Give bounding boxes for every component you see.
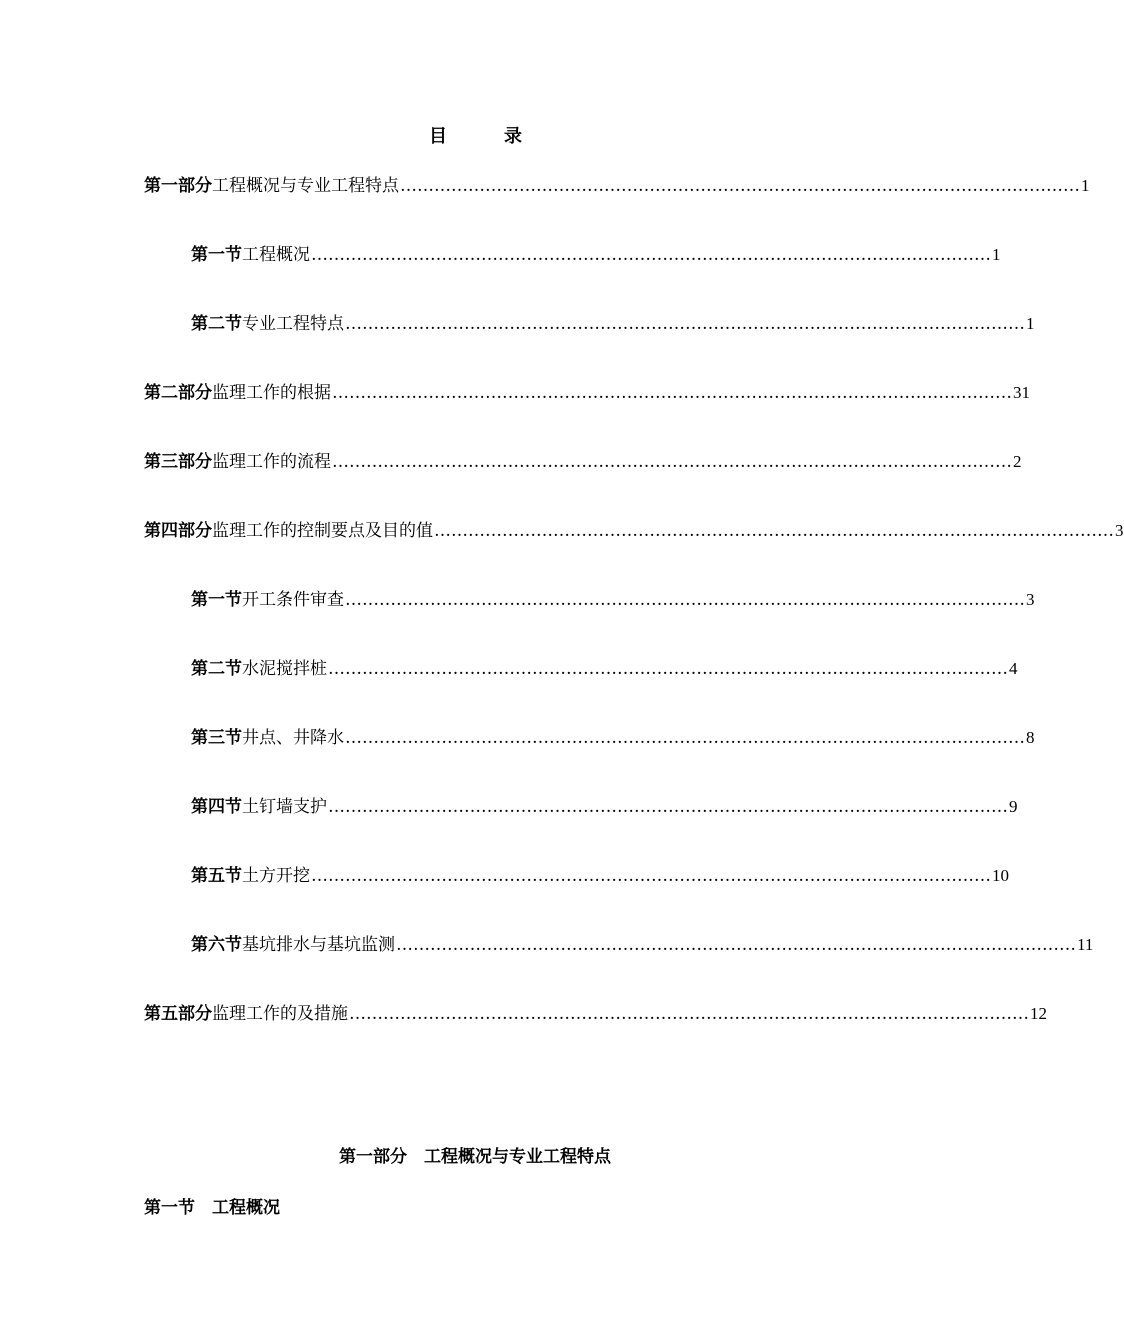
toc-entry-page: 9 <box>1009 797 1018 816</box>
toc-entry-label: 第四部分 <box>144 521 212 541</box>
toc-entry-title: 土钉墙支护 <box>242 797 327 817</box>
toc-entry-part-4-section-4[interactable] <box>191 793 1018 821</box>
toc-entry-title: 基坑排水与基坑监测 <box>242 935 395 955</box>
toc-entry-label: 第三部分 <box>144 452 212 472</box>
toc-entry-page: 3 <box>1115 521 1124 540</box>
toc-entry-part-4-section-6[interactable] <box>191 931 1094 959</box>
toc-entry-part-4[interactable] <box>144 517 1124 545</box>
toc-entry-leader: ………………………………………………………………………………………………………… <box>332 452 1012 472</box>
toc-entry-label: 第二节 <box>191 659 242 679</box>
toc-entry-label: 第一部分 <box>144 176 212 196</box>
toc-entry-page: 1 <box>1026 314 1035 333</box>
toc-entry-part-4-section-5[interactable] <box>191 862 1009 890</box>
toc-entry-part-1[interactable] <box>144 172 1090 200</box>
toc-entry-part-4-section-2[interactable] <box>191 655 1018 683</box>
toc-entry-label: 第二部分 <box>144 383 212 403</box>
toc-entry-title: 监理工作的控制要点及目的值 <box>212 521 433 541</box>
toc-entry-page: 1 <box>1081 176 1090 195</box>
toc-entry-leader: ………………………………………………………………………………………………………… <box>328 659 1008 679</box>
toc-entry-title: 监理工作的流程 <box>212 452 331 472</box>
toc-entry-leader: ………………………………………………………………………………………………………… <box>345 314 1025 334</box>
toc-entry-label: 第二节 <box>191 314 242 334</box>
toc-entry-page: 11 <box>1077 935 1094 954</box>
toc-entry-leader: ………………………………………………………………………………………………………… <box>434 521 1114 541</box>
toc-entry-leader: ………………………………………………………………………………………………………… <box>349 1004 1029 1024</box>
toc-entry-leader: ………………………………………………………………………………………………………… <box>400 176 1080 196</box>
toc-entry-title: 监理工作的根据 <box>212 383 331 403</box>
toc-entry-label: 第五节 <box>191 866 242 886</box>
toc-entry-part-5[interactable] <box>144 1000 1047 1028</box>
toc-entry-part-1-section-1[interactable] <box>191 241 1001 269</box>
toc-entry-label: 第四节 <box>191 797 242 817</box>
toc-entry-page: 10 <box>992 866 1009 885</box>
toc-entry-page: 8 <box>1026 728 1035 747</box>
toc-entry-label: 第六节 <box>191 935 242 955</box>
toc-entry-leader: ………………………………………………………………………………………………………… <box>311 245 991 265</box>
toc-heading-left: 目 <box>429 126 447 147</box>
toc-entry-page: 31 <box>1013 383 1030 402</box>
toc-entry-leader: ………………………………………………………………………………………………………… <box>345 590 1025 610</box>
toc-entry-label: 第一节 <box>191 590 242 610</box>
toc-entry-leader: ………………………………………………………………………………………………………… <box>345 728 1025 748</box>
toc-entry-leader: ………………………………………………………………………………………………………… <box>332 383 1012 403</box>
toc-entry-part-1-section-2[interactable] <box>191 310 1035 338</box>
toc-entry-page: 1 <box>992 245 1001 264</box>
toc-entry-part-4-section-1[interactable] <box>191 586 1035 614</box>
toc-entry-title: 井点、井降水 <box>242 728 344 748</box>
toc-entry-title: 工程概况与专业工程特点 <box>212 176 399 196</box>
toc-heading-right: 录 <box>504 126 522 147</box>
toc-entry-page: 4 <box>1009 659 1018 678</box>
toc-entry-label: 第一节 <box>191 245 242 265</box>
toc-entry-title: 土方开挖 <box>242 866 310 886</box>
toc-heading <box>0 122 950 152</box>
toc-entry-leader: ………………………………………………………………………………………………………… <box>328 797 1008 817</box>
toc-entry-part-4-section-3[interactable] <box>191 724 1035 752</box>
toc-entry-label: 第三节 <box>191 728 242 748</box>
toc-entry-part-3[interactable] <box>144 448 1022 476</box>
toc-entry-title: 水泥搅拌桩 <box>242 659 327 679</box>
toc-entry-page: 3 <box>1026 590 1035 609</box>
toc-entry-leader: ………………………………………………………………………………………………………… <box>311 866 991 886</box>
toc-entry-title: 开工条件审查 <box>242 590 344 610</box>
toc-entry-title: 专业工程特点 <box>242 314 344 334</box>
toc-entry-title: 工程概况 <box>242 245 310 265</box>
toc-entry-page: 2 <box>1013 452 1022 471</box>
toc-entry-leader: ………………………………………………………………………………………………………… <box>396 935 1076 955</box>
section-heading: 第一部分 工程概况与专业工程特点 <box>339 1147 611 1167</box>
toc-entry-part-2[interactable] <box>144 379 1030 407</box>
toc-entry-title: 监理工作的及措施 <box>212 1004 348 1024</box>
toc-entry-page: 12 <box>1030 1004 1047 1023</box>
sub-heading: 第一节 工程概况 <box>144 1198 280 1218</box>
toc-entry-label: 第五部分 <box>144 1004 212 1024</box>
